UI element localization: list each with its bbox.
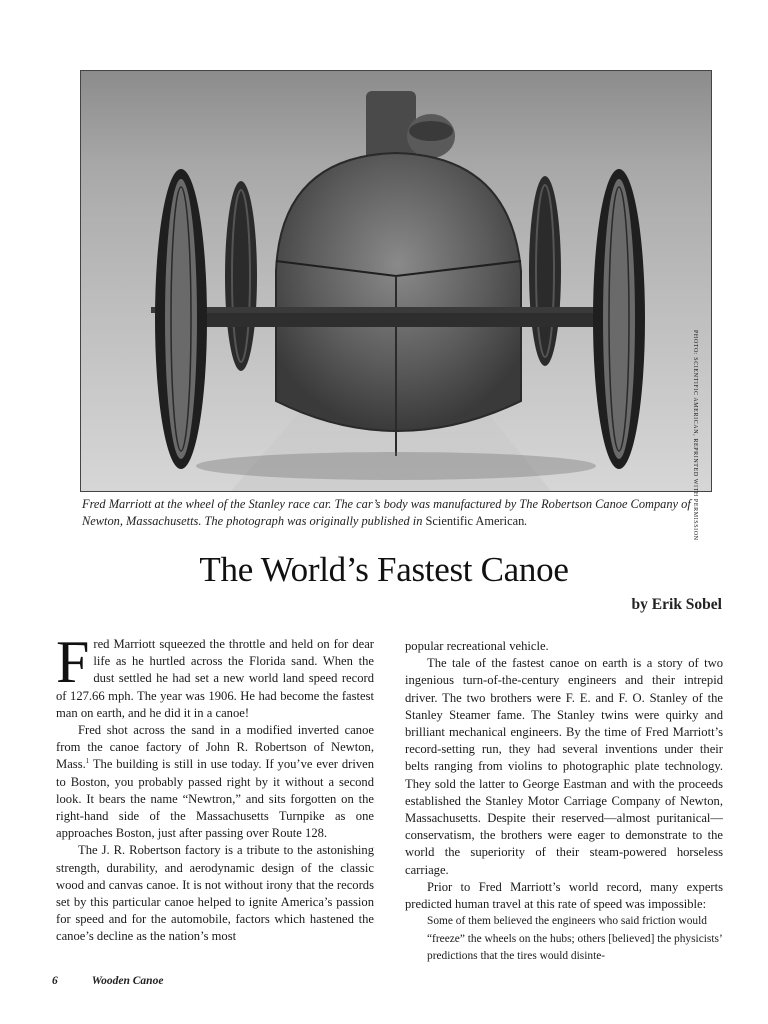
page-footer [52, 975, 163, 987]
race-car-photo [80, 70, 712, 492]
article-title: The World’s Fastest Canoe [199, 550, 569, 589]
paragraph-2-text-a: Fred shot across the sand in a modified inverted canoe from the canoe factory of John R. Robertson of Newton, Mass. [56, 723, 374, 772]
paragraph-1-text: red Marriott squeezed the throttle and held on for dear life as he hurtled across the Florida sand. When the dust settled he had set a new world land speed record of 127.66 mph. The year was 1906. He had become the fastest man on earth, and he did it in a canoe! [56, 637, 374, 720]
paragraph-3: The J. R. Robertson factory is a tribute to the astonishing strength, durability, and aerodynamic design of the classic wood and canvas canoe. It is not without irony that the records set by this particular canoe helped to ignite America’s passion for speed and for the automobile, factors which hastened the canoe’s decline as the nation’s most [56, 843, 374, 944]
block-quote: Some of them believed the engineers who said friction would “freeze” the wheels on the hubs; others [believed] the physicists’ predictions that the tires would disinte- [427, 915, 722, 963]
column-left [56, 629, 374, 946]
photo-caption [82, 496, 722, 529]
page-number: 6 [52, 975, 58, 987]
paragraph-5: Prior to Fred Marriott’s world record, many experts predicted human travel at this rate of speed was impossible: [405, 879, 723, 912]
paragraph-1 [56, 629, 374, 722]
caption-end: . [524, 513, 528, 528]
paragraph-3-continued: popular recreational vehicle. [405, 639, 549, 653]
drop-cap: F [56, 629, 90, 695]
paragraph-4: The tale of the fastest canoe on earth is a story of two ingenious turn-of-the-century engineers and their intrepid driver. The two brothers were F. E. and F. O. Stanley of the Stanley Steamer fame. The Stanley twins were quirky and brilliant mechanical engineers. By the time of Fred Marriott’s record-setting run, they had several inventions under their belts ranging from violins to photographic plate technology. They sold the latter to George Eastman and with the proceeds established the Stanley Motor Carriage Company of Newton, Massachusetts. Despite their reserved—almost puritanical—conservatism, the brothers were eager to demonstrate to the world the superiority of their steam-powered horseless carriage. [405, 656, 723, 877]
photo-credit: PHOTO: SCIENTIFIC AMERICAN, REPRINTED WITH PERMISSION [692, 330, 698, 541]
footnote-marker: 1 [85, 757, 90, 766]
caption-source: Scientific American [425, 513, 525, 528]
paragraph-2 [56, 722, 374, 842]
caption-text: Fred Marriott at the wheel of the Stanley race car. The car’s body was manufactured by The Robertson Canoe Company of Newton, Massachusetts. The photograph was originally published in [82, 497, 691, 528]
publication-name: Wooden Canoe [91, 975, 164, 987]
article-byline: by Erik Sobel [631, 596, 722, 613]
race-car-illustration [81, 71, 711, 491]
column-right [405, 638, 723, 966]
paragraph-2-text-b: The building is still in use today. If you’ve ever driven to Boston, you probably passed right by it without a second look. It bears the name “Newtron,” and sits forgotten on the right-hand side of the Massachusetts Turnpike as one approaches Boston, just after passing over Route 128. [56, 757, 374, 841]
